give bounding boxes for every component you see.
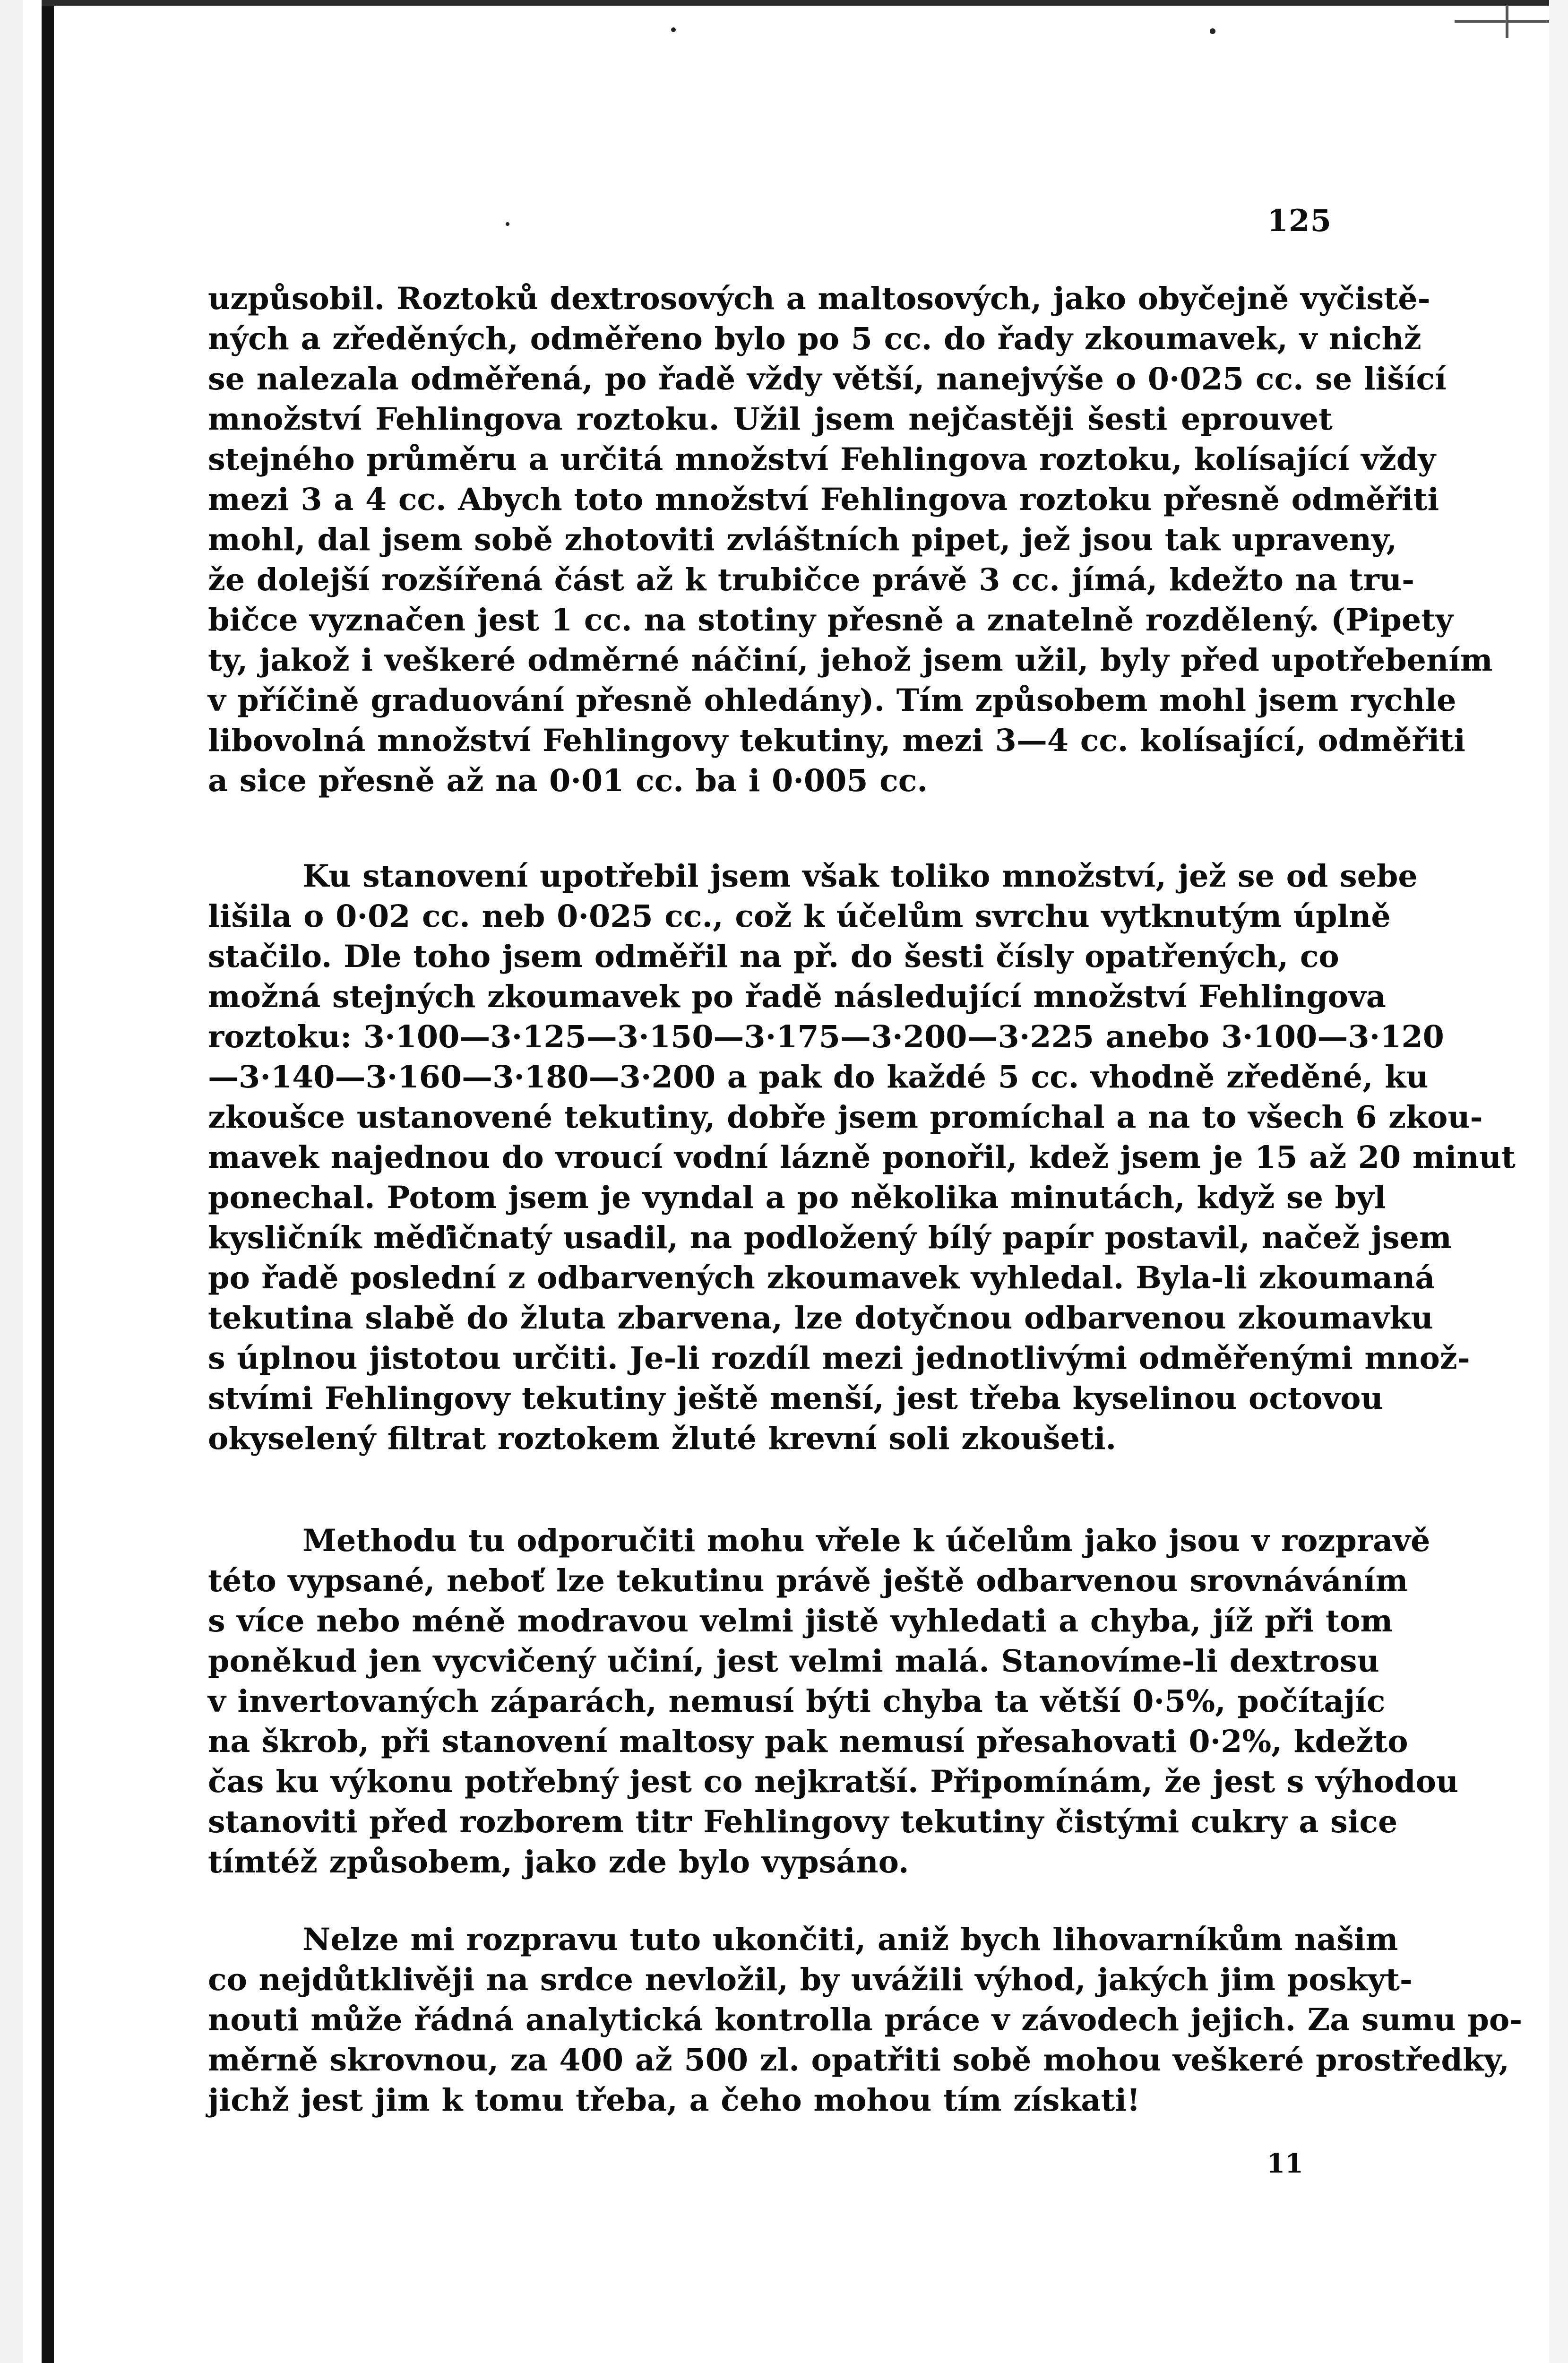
paragraph <box>208 279 1493 801</box>
paragraph <box>208 1521 1459 1882</box>
text-line: stvími Fehlingovy tekutiny ještě menší, jest třeba kyselinou octovou <box>208 1380 1383 1416</box>
text-line: co nejdůtklivěji na srdce nevložil, by uvážili výhod, jakých jim poskyt- <box>208 1962 1413 1998</box>
paragraph <box>208 1920 1523 2121</box>
scan-speck <box>671 27 676 32</box>
scan-top-border <box>42 0 1568 6</box>
text-line: Ku stanovení upotřebil jsem však toliko množství, jež se od sebe <box>302 858 1418 894</box>
text-line: Nelze mi rozpravu tuto ukončiti, aniž bych lihovarníkům našim <box>302 1922 1398 1958</box>
text-line: s úplnou jistotou určiti. Je-li rozdíl mezi jednotlivými odměřenými množ- <box>208 1340 1470 1376</box>
text-line: stanoviti před rozborem titr Fehlingovy tekutiny čistými cukry a sice <box>208 1804 1398 1840</box>
text-line: kysličník měďičnatý usadil, na podložený bílý papír postavil, načež jsem <box>208 1220 1452 1256</box>
page-number: 125 <box>1267 203 1332 239</box>
text-line: stejného průměru a určitá množství Fehlingova roztoku, kolísající vždy <box>208 441 1436 477</box>
text-line: okyselený filtrat roztokem žluté krevní soli zkoušeti. <box>208 1421 1117 1457</box>
text-line: zkoušce ustanovené tekutiny, dobře jsem promíchal a na to všech 6 zkou- <box>208 1099 1483 1135</box>
sheet-signature: 11 <box>1266 2148 1303 2179</box>
text-line: že dolejší rozšířená část až k trubičce právě 3 cc. jímá, kdežto na tru- <box>208 562 1415 598</box>
text-line: roztoku: 3·100—3·125—3·150—3·175—3·200—3·225 anebo 3·100—3·120 <box>208 1019 1444 1055</box>
text-line: ty, jakož i veškeré odměrné náčiní, jehož jsem užil, byly před upotřebením <box>208 642 1493 678</box>
text-line: mezi 3 a 4 cc. Abych toto množství Fehlingova roztoku přesně odměřiti <box>208 482 1439 517</box>
text-line: na škrob, při stanovení maltosy pak nemusí přesahovati 0·2%, kdežto <box>208 1724 1408 1759</box>
text-line: libovolná množství Fehlingovy tekutiny, mezi 3—4 cc. kolísající, odměřiti <box>208 723 1465 759</box>
text-line: čas ku výkonu potřebný jest co nejkratší. Připomínám, že jest s výhodou <box>208 1764 1459 1800</box>
text-line: a sice přesně až na 0·01 cc. ba i 0·005 cc. <box>208 763 928 799</box>
text-line: uzpůsobil. Roztoků dextrosových a maltosových, jako obyčejně vyčistě- <box>208 281 1430 317</box>
text-line: se nalezala odměřená, po řadě vždy větší, nanejvýše o 0·025 cc. se lišící <box>208 361 1447 397</box>
text-line: nouti může řádná analytická kontrolla práce v závodech jejich. Za sumu po- <box>208 2002 1523 2038</box>
text-line: mavek najednou do vroucí vodní lázně ponořil, kdež jsem je 15 až 20 minut <box>208 1139 1516 1175</box>
text-line: tímtéž způsobem, jako zde bylo vypsáno. <box>208 1844 909 1880</box>
text-line: možná stejných zkoumavek po řadě následující množství Fehlingova <box>208 979 1386 1015</box>
text-line: měrně skrovnou, za 400 až 500 zl. opatřiti sobě mohou veškeré prostředky, <box>208 2042 1510 2078</box>
scan-speck <box>506 222 509 226</box>
text-line: s více nebo méně modravou velmi jistě vyhledati a chyba, jíž při tom <box>208 1603 1393 1639</box>
text-line: v invertovaných záparách, nemusí býti chyba ta větší 0·5%, počítajíc <box>208 1683 1386 1719</box>
text-line: ných a zředěných, odměřeno bylo po 5 cc. do řady zkoumavek, v nichž <box>208 321 1422 357</box>
scan-speck <box>1210 28 1215 34</box>
text-line: jichž jest jim k tomu třeba, a čeho mohou tím získati! <box>208 2082 1140 2118</box>
text-line: lišila o 0·02 cc. neb 0·025 cc., což k účelům svrchu vytknutým úplně <box>208 898 1391 934</box>
text-line: bičce vyznačen jest 1 cc. na stotiny přesně a znatelně rozdělený. (Pipety <box>208 602 1454 638</box>
paragraph <box>208 856 1516 1459</box>
text-line: —3·140—3·160—3·180—3·200 a pak do každé 5 cc. vhodně zředěné, ku <box>208 1059 1429 1095</box>
text-line: ponechal. Potom jsem je vyndal a po několika minutách, když se byl <box>208 1180 1386 1216</box>
text-line: této vypsané, neboť lze tekutinu právě ještě odbarvenou srovnáváním <box>208 1563 1408 1599</box>
text-line: stačilo. Dle toho jsem odměřil na př. do šesti čísly opatřených, co <box>208 939 1339 975</box>
text-line: Methodu tu odporučiti mohu vřele k účelům jako jsou v rozpravě <box>302 1523 1430 1559</box>
scan-right-margin <box>1549 0 1568 2363</box>
scan-left-margin <box>0 0 23 2363</box>
text-line: poněkud jen vycvičený učiní, jest velmi malá. Stanovíme-li dextrosu <box>208 1643 1379 1679</box>
text-line: mohl, dal jsem sobě zhotoviti zvláštních pipet, jež jsou tak upraveny, <box>208 522 1397 558</box>
text-line: po řadě poslední z odbarvených zkoumavek vyhledal. Byla-li zkoumaná <box>208 1260 1435 1296</box>
text-line: množství Fehlingova roztoku. Užil jsem nejčastěji šesti eprouvet <box>208 401 1333 437</box>
text-line: v příčině graduování přesně ohledány). Tím způsobem mohl jsem rychle <box>208 682 1456 718</box>
binding-shadow <box>42 0 54 2363</box>
corner-crop-mark-vertical <box>1506 5 1508 38</box>
text-line: tekutina slabě do žluta zbarvena, lze dotyčnou odbarvenou zkoumavku <box>208 1300 1433 1336</box>
